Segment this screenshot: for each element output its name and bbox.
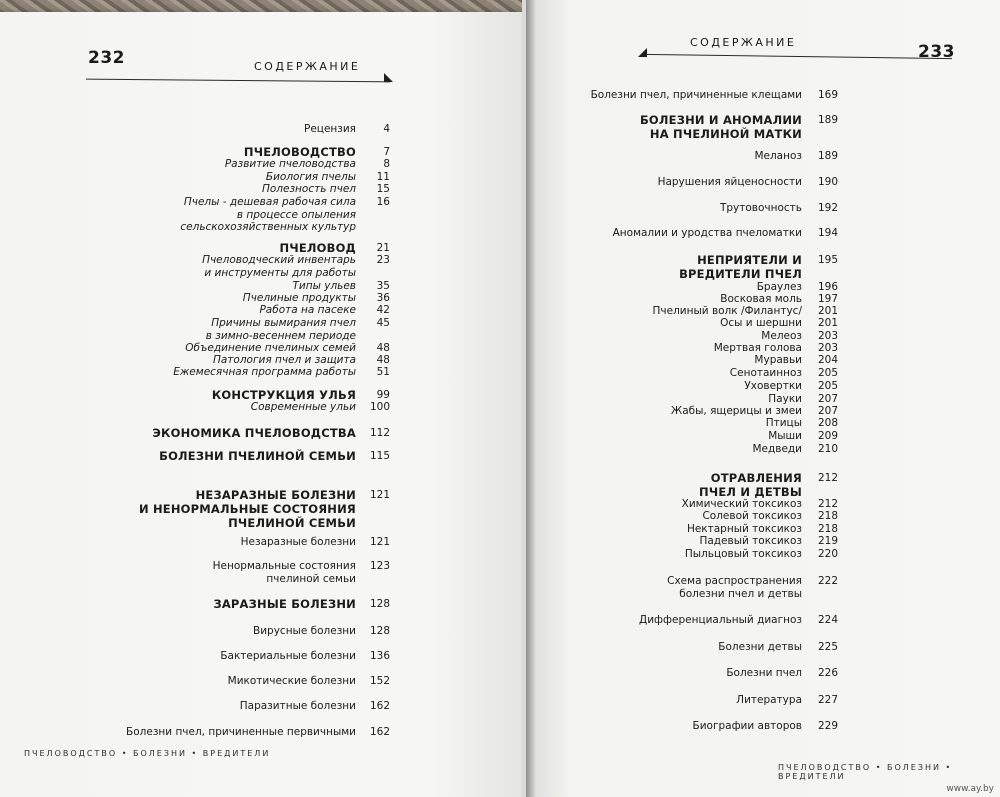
toc-entry-page: 152 xyxy=(369,675,390,687)
toc-entry-page: 35 xyxy=(376,280,390,292)
toc-entry xyxy=(522,535,838,548)
toc-entry-title: КОНСТРУКЦИЯ УЛЬЯ xyxy=(211,388,356,402)
left-page xyxy=(0,12,532,797)
toc-entry xyxy=(0,241,390,255)
toc-entry xyxy=(0,449,390,463)
toc-entry-title: Меланоз xyxy=(754,150,802,162)
toc-entry-page: 42 xyxy=(376,304,390,316)
footer-left: ПЧЕЛОВОДСТВО • БОЛЕЗНИ • ВРЕДИТЕЛИ xyxy=(24,749,271,758)
toc-entry-title: Химический токсикоз xyxy=(681,498,802,510)
toc-entry-title: Осы и шершни xyxy=(720,317,802,329)
toc-entry-page: 205 xyxy=(817,367,838,379)
toc-entry xyxy=(0,292,390,305)
toc-entry-page: 11 xyxy=(376,171,390,183)
toc-entry-title: Сенотаинноз xyxy=(729,367,802,379)
toc-entry-title: ЗАРАЗНЫЕ БОЛЕЗНИ xyxy=(213,597,356,611)
toc-entry xyxy=(522,471,838,499)
header-triangle-right xyxy=(638,48,647,57)
toc-entry xyxy=(0,280,390,293)
toc-entry xyxy=(0,342,390,355)
toc-entry xyxy=(0,145,390,159)
toc-entry xyxy=(522,354,838,367)
toc-entry-page: 162 xyxy=(369,700,390,712)
toc-entry-title: Пчелы - дешевая рабочая сила в процессе опыления сельскохозяйственных культур xyxy=(180,196,356,234)
toc-entry xyxy=(522,367,838,380)
toc-entry xyxy=(0,158,390,171)
toc-entry xyxy=(522,443,838,456)
toc-entry-page: 225 xyxy=(817,641,838,653)
toc-entry xyxy=(522,498,838,511)
toc-entry xyxy=(0,401,390,414)
toc-entry-page: 16 xyxy=(376,196,390,208)
toc-entry xyxy=(522,176,838,189)
toc-entry-page: 121 xyxy=(369,536,390,548)
toc-entry-title: ЭКОНОМИКА ПЧЕЛОВОДСТВА xyxy=(152,426,356,440)
toc-entry-page: 194 xyxy=(817,227,838,239)
toc-entry xyxy=(522,614,838,627)
right-page xyxy=(522,0,1000,797)
toc-entry-page: 48 xyxy=(376,354,390,366)
toc-entry-page: 121 xyxy=(369,489,390,501)
toc-entry xyxy=(0,426,390,440)
toc-entry-page: 226 xyxy=(817,667,838,679)
toc-entry-title: Жабы, ящерицы и змеи xyxy=(670,405,802,417)
toc-entry-page: 227 xyxy=(817,694,838,706)
toc-entry-title: ПЧЕЛОВОДСТВО xyxy=(243,145,356,159)
toc-entry xyxy=(0,597,390,611)
toc-entry-title: НЕЗАРАЗНЫЕ БОЛЕЗНИ И НЕНОРМАЛЬНЫЕ СОСТОЯНИЯ ПЧЕЛИНОЙ СЕМЬИ xyxy=(138,488,356,530)
toc-entry-title: Микотические болезни xyxy=(227,675,356,687)
toc-entry-title: Биология пчелы xyxy=(265,171,356,183)
toc-entry-page: 189 xyxy=(817,114,838,126)
toc-entry-page: 229 xyxy=(817,720,838,732)
toc-entry-page: 218 xyxy=(817,523,838,535)
running-head-left: СОДЕРЖАНИЕ xyxy=(254,60,361,73)
toc-entry-title: Рецензия xyxy=(304,123,356,135)
toc-entry-page: 23 xyxy=(376,254,390,266)
toc-entry xyxy=(522,417,838,430)
toc-entry-page: 196 xyxy=(817,281,838,293)
toc-entry xyxy=(522,330,838,343)
toc-entry-page: 203 xyxy=(817,330,838,342)
toc-entry-page: 208 xyxy=(817,417,838,429)
toc-entry xyxy=(522,342,838,355)
toc-entry xyxy=(0,196,390,234)
toc-entry xyxy=(522,405,838,418)
toc-entry xyxy=(522,380,838,393)
toc-entry-page: 100 xyxy=(369,401,390,413)
toc-entry-page: 8 xyxy=(383,158,390,170)
toc-entry xyxy=(0,388,390,402)
toc-entry-page: 7 xyxy=(383,146,390,158)
toc-entry-title: Дифференциальный диагноз xyxy=(639,614,802,626)
toc-entry-page: 128 xyxy=(369,625,390,637)
toc-entry-title: Патология пчел и защита xyxy=(212,354,356,366)
toc-entry xyxy=(522,523,838,536)
toc-entry xyxy=(522,641,838,654)
toc-entry-title: Развитие пчеловодства xyxy=(224,158,356,170)
toc-entry xyxy=(522,150,838,163)
toc-entry-title: Типы ульев xyxy=(292,280,356,292)
toc-entry xyxy=(522,430,838,443)
toc-entry xyxy=(522,667,838,680)
toc-entry-page: 207 xyxy=(817,405,838,417)
toc-entry xyxy=(0,183,390,196)
toc-entry-title: Ежемесячная программа работы xyxy=(173,366,356,378)
toc-entry-title: БОЛЕЗНИ ПЧЕЛИНОЙ СЕМЬИ xyxy=(159,449,356,463)
toc-entry xyxy=(522,305,838,318)
toc-entry xyxy=(0,304,390,317)
toc-entry-title: Браулез xyxy=(756,281,802,293)
page-number-right: 233 xyxy=(918,42,955,62)
toc-entry xyxy=(0,123,390,136)
watermark: www.ay.by xyxy=(946,784,994,794)
toc-entry-title: Нарушения яйценосности xyxy=(657,176,802,188)
toc-entry-title: Болезни детвы xyxy=(718,641,802,653)
toc-entry-title: Пчеловодческий инвентарь и инструменты для работы xyxy=(202,254,356,279)
toc-entry-page: 21 xyxy=(376,242,390,254)
toc-entry-title: Пчелиный волк /Филантус/ xyxy=(652,305,802,317)
toc-entry xyxy=(522,548,838,561)
toc-entry-title: Работа на пасеке xyxy=(259,304,356,316)
running-head-right: СОДЕРЖАНИЕ xyxy=(690,36,797,49)
toc-entry-title: Причины вымирания пчел в зимно-весеннем периоде xyxy=(205,317,356,342)
toc-entry-title: Уховертки xyxy=(744,380,802,392)
toc-entry-page: 201 xyxy=(817,317,838,329)
toc-entry-page: 203 xyxy=(817,342,838,354)
toc-entry xyxy=(522,293,838,306)
toc-entry-page: 162 xyxy=(369,726,390,738)
toc-entry xyxy=(0,254,390,279)
book-spine-shadow xyxy=(526,0,536,797)
toc-entry xyxy=(522,202,838,215)
toc-entry-title: Птицы xyxy=(765,417,802,429)
toc-entry-title: Вирусные болезни xyxy=(253,625,356,637)
toc-entry-title: Схема распространения болезни пчел и детвы xyxy=(667,575,802,600)
toc-entry-title: Бактериальные болезни xyxy=(220,650,356,662)
toc-entry-title: ПЧЕЛОВОД xyxy=(279,241,356,255)
toc-entry-title: Мертвая голова xyxy=(713,342,802,354)
toc-entry xyxy=(0,560,390,585)
toc-entry xyxy=(0,700,390,713)
toc-entry xyxy=(0,317,390,342)
toc-entry-page: 197 xyxy=(817,293,838,305)
toc-entry-title: Аномалии и уродства пчеломатки xyxy=(612,227,802,239)
toc-entry-title: Пауки xyxy=(768,393,802,405)
toc-entry-title: Трутовочность xyxy=(719,202,802,214)
toc-entry xyxy=(0,536,390,549)
toc-entry-page: 45 xyxy=(376,317,390,329)
toc-entry-title: Литература xyxy=(736,694,802,706)
toc-entry-page: 222 xyxy=(817,575,838,587)
toc-entry-page: 204 xyxy=(817,354,838,366)
toc-entry-title: Солевой токсикоз xyxy=(702,510,802,522)
toc-entry xyxy=(522,720,838,733)
header-triangle-left xyxy=(384,73,393,82)
toc-entry xyxy=(0,675,390,688)
toc-entry xyxy=(522,694,838,707)
toc-entry-title: Болезни пчел, причиненные клещами xyxy=(590,89,802,101)
toc-entry-page: 99 xyxy=(376,389,390,401)
toc-entry xyxy=(522,113,838,141)
toc-entry-page: 207 xyxy=(817,393,838,405)
toc-entry xyxy=(522,253,838,281)
toc-entry xyxy=(522,89,838,102)
toc-entry-title: НЕПРИЯТЕЛИ И ВРЕДИТЕЛИ ПЧЕЛ xyxy=(679,253,802,281)
toc-entry-title: Муравьи xyxy=(754,354,802,366)
toc-entry-title: Болезни пчел, причиненные первичными xyxy=(126,726,356,738)
toc-entry xyxy=(0,354,390,367)
toc-entry-page: 218 xyxy=(817,510,838,522)
toc-entry-page: 212 xyxy=(817,498,838,510)
toc-entry xyxy=(522,317,838,330)
page-number-left: 232 xyxy=(88,48,125,68)
toc-entry-page: 189 xyxy=(817,150,838,162)
toc-entry-page: 15 xyxy=(376,183,390,195)
toc-entry xyxy=(522,227,838,240)
toc-entry xyxy=(0,171,390,184)
toc-entry xyxy=(0,488,390,530)
toc-entry-page: 201 xyxy=(817,305,838,317)
toc-entry xyxy=(0,726,390,739)
toc-entry-title: Биографии авторов xyxy=(692,720,802,732)
header-rule-right xyxy=(642,54,952,59)
toc-entry-page: 209 xyxy=(817,430,838,442)
toc-entry-title: Незаразные болезни xyxy=(240,536,356,548)
toc-entry-page: 195 xyxy=(817,254,838,266)
toc-entry-page: 224 xyxy=(817,614,838,626)
toc-entry-page: 112 xyxy=(369,427,390,439)
footer-right: ПЧЕЛОВОДСТВО • БОЛЕЗНИ • ВРЕДИТЕЛИ xyxy=(778,763,953,781)
toc-entry-page: 4 xyxy=(383,123,390,135)
toc-entry-page: 36 xyxy=(376,292,390,304)
toc-entry xyxy=(0,625,390,638)
toc-entry-title: Современные ульи xyxy=(250,401,356,413)
toc-entry-title: Нектарный токсикоз xyxy=(686,523,802,535)
toc-entry-title: Мыши xyxy=(768,430,802,442)
toc-entry-page: 128 xyxy=(369,598,390,610)
toc-entry-title: ОТРАВЛЕНИЯ ПЧЕЛ И ДЕТВЫ xyxy=(699,471,802,499)
toc-entry-page: 136 xyxy=(369,650,390,662)
toc-entry xyxy=(522,281,838,294)
toc-entry-title: Объединение пчелиных семей xyxy=(185,342,356,354)
toc-entry-page: 210 xyxy=(817,443,838,455)
toc-entry-title: Пыльцовый токсикоз xyxy=(684,548,802,560)
toc-entry xyxy=(522,393,838,406)
toc-entry-page: 169 xyxy=(817,89,838,101)
toc-entry-page: 205 xyxy=(817,380,838,392)
header-rule-left xyxy=(86,79,390,83)
toc-entry-title: Восковая моль xyxy=(720,293,802,305)
toc-entry-page: 192 xyxy=(817,202,838,214)
toc-entry-title: Мелеоз xyxy=(761,330,802,342)
toc-entry-title: Болезни пчел xyxy=(726,667,802,679)
toc-entry-title: Паразитные болезни xyxy=(239,700,356,712)
toc-entry-title: БОЛЕЗНИ И АНОМАЛИИ НА ПЧЕЛИНОЙ МАТКИ xyxy=(639,113,802,141)
toc-entry xyxy=(0,366,390,379)
toc-entry-page: 51 xyxy=(376,366,390,378)
toc-entry-title: Полезность пчел xyxy=(261,183,356,195)
toc-entry-page: 220 xyxy=(817,548,838,560)
toc-entry-page: 48 xyxy=(376,342,390,354)
toc-entry xyxy=(0,650,390,663)
toc-entry-page: 190 xyxy=(817,176,838,188)
toc-entry-page: 219 xyxy=(817,535,838,547)
toc-entry-page: 115 xyxy=(369,450,390,462)
toc-entry xyxy=(522,575,838,600)
toc-entry-title: Падевый токсикоз xyxy=(699,535,802,547)
toc-entry-page: 123 xyxy=(369,560,390,572)
toc-entry-title: Пчелиные продукты xyxy=(242,292,356,304)
toc-entry-title: Ненормальные состояния пчелиной семьи xyxy=(212,560,356,585)
toc-entry-title: Медведи xyxy=(752,443,802,455)
toc-entry xyxy=(522,510,838,523)
toc-entry-page: 212 xyxy=(817,472,838,484)
